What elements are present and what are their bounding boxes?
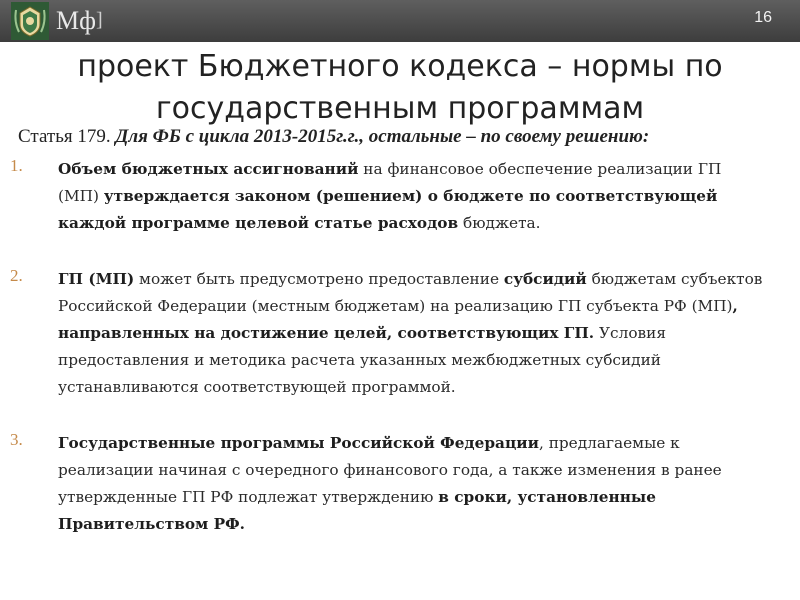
text-regular: на финансовое обеспечение реализации ГП (МП) — [58, 160, 722, 205]
subtitle-prefix: Статья 179. — [18, 126, 116, 147]
list-number: 3. — [10, 430, 23, 449]
logo-text: Мф — [56, 6, 96, 35]
text-bold: ГП (МП) — [58, 270, 135, 288]
list-number: 2. — [10, 266, 23, 285]
ministry-emblem-icon — [11, 2, 49, 40]
text-bold: утверждается законом (решением) о бюджете по соответствующей каждой программе целевой статье расходов — [58, 187, 718, 232]
text-bold: Государственные программы Российской Федерации — [58, 434, 539, 452]
slide-subtitle — [18, 126, 788, 148]
text-bold: в сроки, установленные Правительством РФ. — [58, 488, 656, 533]
text-regular: бюджетам субъектов Российской Федерации (местным бюджетам) на реализацию ГП субъекта РФ (МП) — [58, 270, 763, 315]
slide-title — [30, 46, 770, 130]
text-bold: Объем бюджетных ассигнований — [58, 160, 359, 178]
text-bold: , направленных на достижение целей, соответствующих ГП. — [58, 297, 738, 342]
slide-number: 16 — [754, 9, 772, 26]
list-item-text — [58, 266, 764, 401]
logo-bracket: ] — [95, 9, 103, 31]
text-regular: Условия предоставления и методика расчета указанных межбюджетных субсидий устанавливаются соответствующей программой. — [58, 324, 667, 396]
text-bold: субсидий — [503, 270, 587, 288]
list-item-text — [58, 430, 764, 538]
list-item-text — [58, 156, 764, 237]
text-regular: , предлагаемые к реализации начиная с очередного финансового года, а также изменения в ранее утвержденные ГП РФ подлежат утверждению — [58, 434, 722, 506]
title-line-1: проект Бюджетного кодекса – нормы по — [77, 49, 723, 84]
subtitle-emphasis: Для ФБ с цикла 2013-2015г.г., остальные – по своему решению: — [115, 126, 650, 147]
list-number: 1. — [10, 156, 23, 175]
title-line-2: государственным программам — [155, 91, 645, 126]
header-bar — [0, 0, 800, 42]
ministry-logo — [56, 4, 103, 36]
text-regular: может быть предусмотрено предоставление — [134, 270, 504, 288]
text-regular: бюджета. — [458, 214, 541, 232]
